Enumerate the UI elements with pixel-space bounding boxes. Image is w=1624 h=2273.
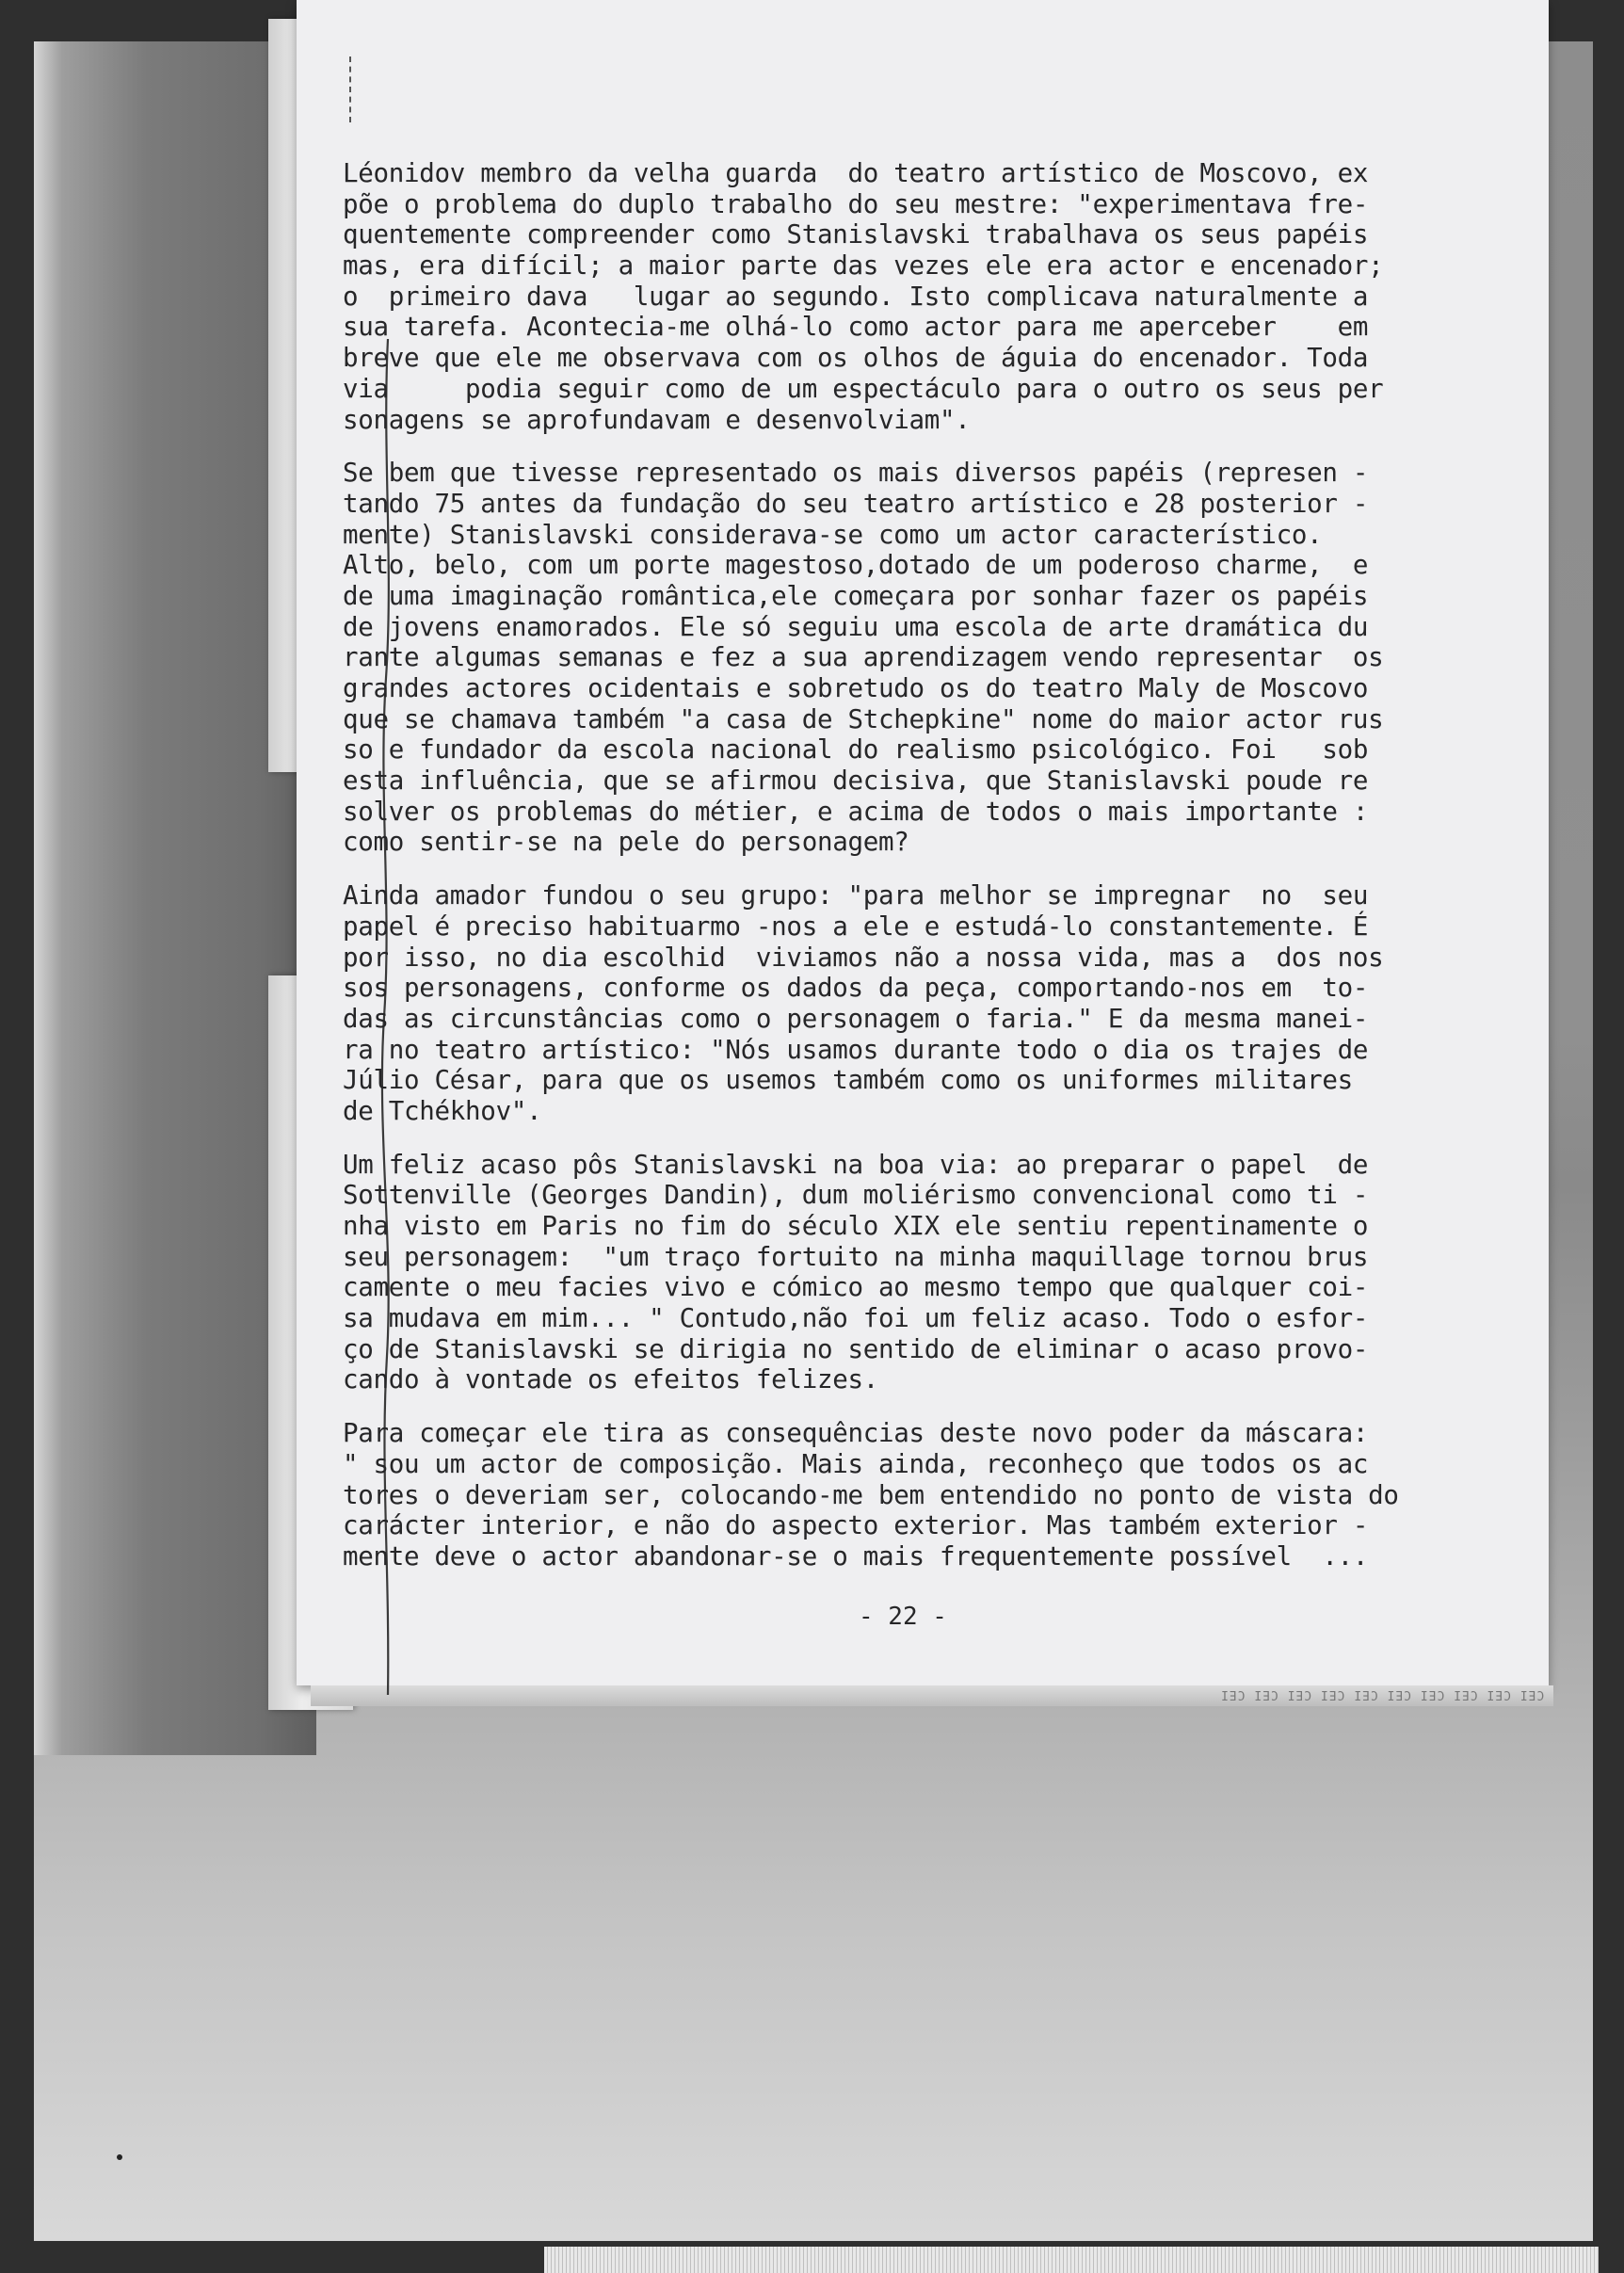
text-line: solver os problemas do métier, e acima de todos o mais importante : — [343, 796, 1369, 827]
text-line: de jovens enamorados. Ele só seguiu uma escola de arte dramática du — [343, 611, 1369, 642]
text-line: por isso, no dia escolhid viviamos não a nossa vida, mas a dos nos — [343, 942, 1384, 973]
text-line: camente o meu facies vivo e cómico ao mesmo tempo que qualquer coi- — [343, 1272, 1369, 1303]
text-line: so e fundador da escola nacional do realismo psicológico. Foi sob — [343, 734, 1369, 766]
text-line: Se bem que tivesse representado os mais diversos papéis (represen - — [343, 458, 1369, 489]
text-line: põe o problema do duplo trabalho do seu mestre: "experimentava fre- — [343, 188, 1369, 219]
text-line: que se chamava também "a casa de Stchepkine" nome do maior actor rus — [343, 703, 1384, 734]
text-line: das as circunstâncias como o personagem o faria." E da mesma manei- — [343, 1003, 1369, 1034]
text-line: seu personagem: "um traço fortuito na minha maquillage tornou brus — [343, 1241, 1369, 1272]
text-line: sonagens se aprofundavam e desenvolviam". — [343, 404, 971, 435]
margin-mark — [349, 56, 355, 122]
text-line: cando à vontade os efeitos felizes. — [343, 1364, 878, 1395]
text-line: como sentir-se na pele do personagem? — [343, 827, 909, 858]
text-line: grandes actores ocidentais e sobretudo os do teatro Maly de Moscovo — [343, 673, 1369, 703]
text-line: de Tchékhov". — [343, 1095, 542, 1126]
text-line: esta influência, que se afirmou decisiva, que Stanislavski poude re — [343, 766, 1369, 797]
stacked-pages-edge — [311, 1685, 1553, 1706]
text-line: sua tarefa. Acontecia-me olhá-lo como actor para me aperceber em — [343, 312, 1369, 343]
text-line: Júlio César, para que os usemos também como os uniformes militares — [343, 1065, 1353, 1096]
text-line: quentemente compreender como Stanislavski trabalhava os seus papéis — [343, 219, 1369, 250]
text-line: mente deve o actor abandonar-se o mais frequentemente possível ... — [343, 1540, 1369, 1572]
text-line: Ainda amador fundou o seu grupo: "para melhor se impregnar no seu — [343, 880, 1369, 911]
text-line: papel é preciso habituarmo -nos a ele e estudá-lo constantemente. É — [343, 911, 1369, 942]
text-line: nha visto em Paris no fim do século XIX ele sentiu repentinamente o — [343, 1211, 1369, 1241]
paragraph — [343, 158, 1538, 435]
paragraph — [343, 458, 1538, 858]
text-line: mente) Stanislavski considerava-se como um actor característico. — [343, 519, 1323, 550]
stray-mark — [117, 2154, 122, 2160]
text-line: sa mudava em mim... " Contudo,não foi um feliz acaso. Todo o esfor- — [343, 1303, 1369, 1334]
paragraph — [343, 880, 1538, 1127]
scan-ruler — [544, 2247, 1599, 2273]
text-line: Alto, belo, com um porte magestoso,dotado de um poderoso charme, e — [343, 550, 1369, 581]
text-line: Para começar ele tira as consequências deste novo poder da máscara: — [343, 1418, 1369, 1449]
text-line: via podia seguir como de um espectáculo para o outro os seus per — [343, 373, 1384, 404]
text-line: " sou um actor de composição. Mais ainda, reconheço que todos os ac — [343, 1448, 1369, 1479]
document-body — [343, 158, 1538, 1595]
page-number: - 22 - — [859, 1603, 947, 1631]
text-line: rante algumas semanas e fez a sua aprendizagem vendo representar os — [343, 642, 1384, 673]
text-line: Léonidov membro da velha guarda do teatro artístico de Moscovo, ex — [343, 158, 1369, 188]
text-line: mas, era difícil; a maior parte das vezes ele era actor e encenador; — [343, 250, 1384, 282]
paragraph — [343, 1418, 1538, 1572]
edge-strip-text: CEI CEI CEI CEI CEI CEI CEI CEI CEI CEI — [1219, 1687, 1544, 1701]
text-line: breve que ele me observava com os olhos de águia do encenador. Toda — [343, 343, 1369, 374]
text-line: tando 75 antes da fundação do seu teatro artístico e 28 posterior - — [343, 488, 1369, 519]
text-line: tores o deveriam ser, colocando-me bem entendido no ponto de vista do — [343, 1479, 1399, 1510]
text-line: de uma imaginação romântica,ele começara por sonhar fazer os papéis — [343, 580, 1369, 611]
text-line: Sottenville (Georges Dandin), dum moliérismo convencional como ti - — [343, 1180, 1369, 1211]
text-line: o primeiro dava lugar ao segundo. Isto complicava naturalmente a — [343, 281, 1369, 312]
paragraph — [343, 1150, 1538, 1396]
text-line: ço de Stanislavski se dirigia no sentido de eliminar o acaso provo- — [343, 1333, 1369, 1364]
text-line: carácter interior, e não do aspecto exterior. Mas também exterior - — [343, 1510, 1369, 1541]
text-line: sos personagens, conforme os dados da peça, comportando-nos em to- — [343, 973, 1369, 1004]
text-line: ra no teatro artístico: "Nós usamos durante todo o dia os trajes de — [343, 1034, 1369, 1065]
text-line: Um feliz acaso pôs Stanislavski na boa via: ao preparar o papel de — [343, 1149, 1369, 1180]
